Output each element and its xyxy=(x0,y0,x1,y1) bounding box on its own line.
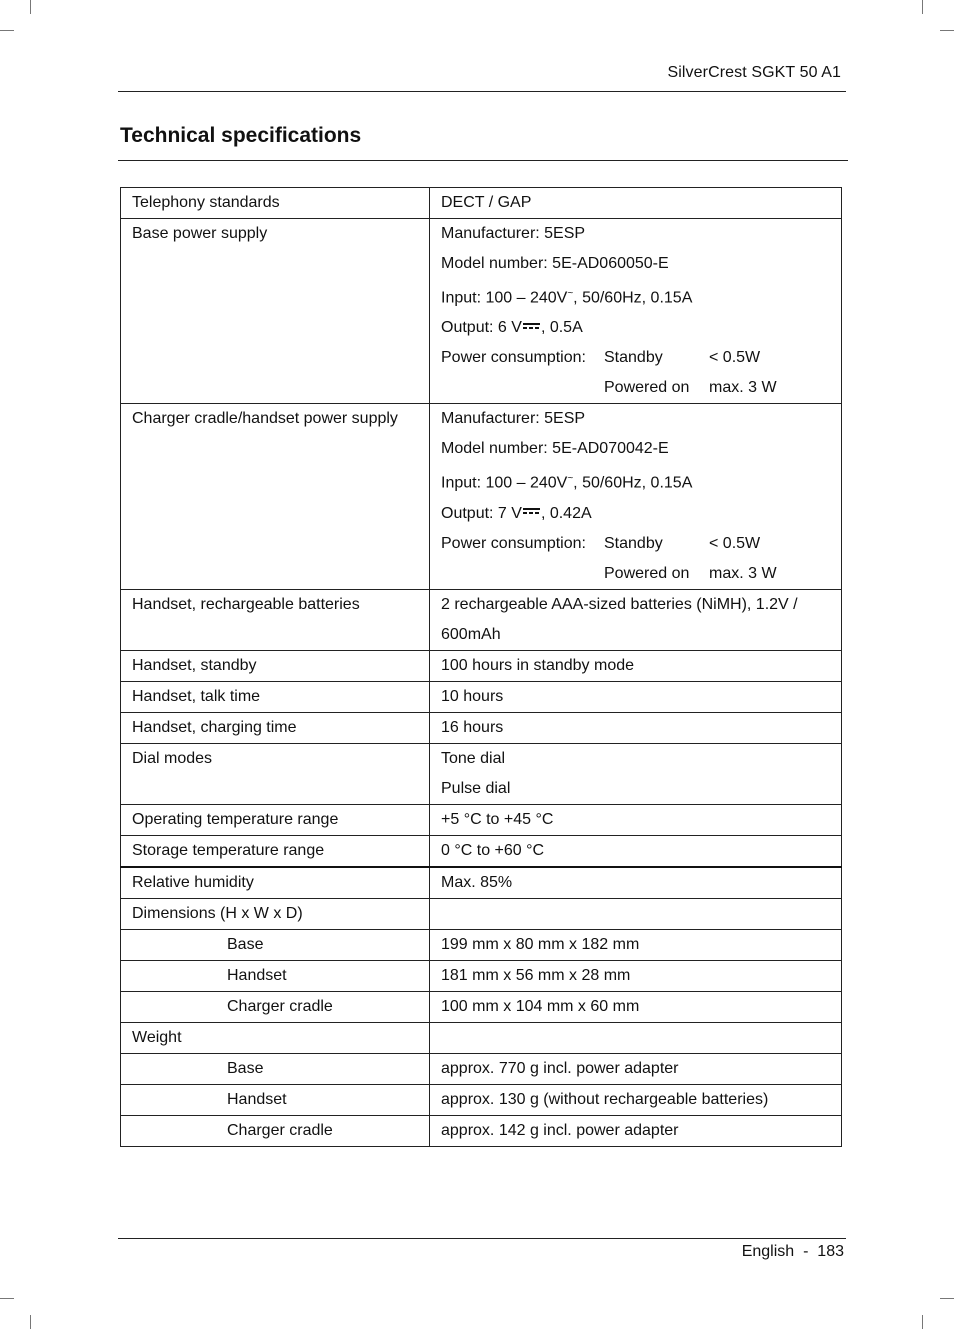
table-row xyxy=(121,867,842,899)
row-value: approx. 142 g incl. power adapter xyxy=(430,1115,842,1146)
page-footer xyxy=(742,1243,844,1261)
row-label: Weight xyxy=(121,1022,430,1053)
row-label: Dial modes xyxy=(121,743,430,804)
row-label: Charger cradle xyxy=(121,991,430,1022)
row-value: 2 rechargeable AAA-sized batteries (NiMH), 1.2V / 600mAh xyxy=(430,589,842,650)
ac-symbol-icon: ~ xyxy=(567,288,574,299)
crop-mark xyxy=(0,30,14,31)
row-label: Base xyxy=(121,1053,430,1084)
row-label: Operating temperature range xyxy=(121,804,430,835)
crop-mark xyxy=(940,1298,954,1299)
row-value xyxy=(430,743,842,804)
table-row xyxy=(121,743,842,804)
row-value: 0 °C to +60 °C xyxy=(430,835,842,867)
header-model: SilverCrest SGKT 50 A1 xyxy=(667,64,841,81)
dc-symbol-icon xyxy=(523,323,540,329)
row-label: Charger cradle/handset power supply xyxy=(121,404,430,589)
row-value xyxy=(430,1022,842,1053)
power-consumption-on: Powered on max. 3 W xyxy=(604,564,777,582)
title-rule xyxy=(118,160,848,161)
table-row xyxy=(121,835,842,867)
row-value: 100 mm x 104 mm x 60 mm xyxy=(430,991,842,1022)
footer-language: English xyxy=(741,1243,795,1260)
table-row xyxy=(121,804,842,835)
output-spec: Output: 7 V , 0.42A xyxy=(441,504,592,522)
row-label: Base xyxy=(121,929,430,960)
table-row xyxy=(121,1115,842,1146)
row-label: Telephony standards xyxy=(121,188,430,219)
footer-rule xyxy=(118,1238,846,1239)
row-label: Relative humidity xyxy=(121,867,430,899)
row-value: 181 mm x 56 mm x 28 mm xyxy=(430,960,842,991)
input-spec: Input: 100 – 240V~, 50/60Hz, 0.15A xyxy=(441,288,693,307)
row-label: Handset, talk time xyxy=(121,681,430,712)
value-line: DECT / GAP xyxy=(441,194,532,211)
model-number: Model number: 5E-AD060050-E xyxy=(441,255,669,272)
table-row xyxy=(121,404,842,589)
dc-symbol-icon xyxy=(523,508,540,514)
table-row xyxy=(121,1022,842,1053)
crop-mark xyxy=(922,1315,923,1329)
spec-table xyxy=(120,187,842,1147)
output-spec: Output: 6 V , 0.5A xyxy=(441,319,583,337)
table-row xyxy=(121,681,842,712)
row-value: +5 °C to +45 °C xyxy=(430,804,842,835)
row-label: Handset, standby xyxy=(121,650,430,681)
footer-separator: - xyxy=(803,1243,809,1260)
page-number: 183 xyxy=(817,1243,844,1260)
table-row xyxy=(121,1084,842,1115)
table-row xyxy=(121,929,842,960)
row-value: 100 hours in standby mode xyxy=(430,650,842,681)
row-value: 199 mm x 80 mm x 182 mm xyxy=(430,929,842,960)
row-label: Handset xyxy=(121,960,430,991)
row-label: Handset, charging time xyxy=(121,712,430,743)
row-label: Handset, rechargeable batteries xyxy=(121,589,430,650)
row-label: Dimensions (H x W x D) xyxy=(121,898,430,929)
crop-mark xyxy=(922,0,923,14)
crop-mark xyxy=(30,1315,31,1329)
table-row xyxy=(121,991,842,1022)
row-value: approx. 770 g incl. power adapter xyxy=(430,1053,842,1084)
row-value xyxy=(430,898,842,929)
ac-symbol-icon: ~ xyxy=(567,473,574,485)
header-rule xyxy=(118,91,846,92)
power-consumption-standby: Power consumption: Standby < 0.5W xyxy=(441,534,761,552)
row-label: Base power supply xyxy=(121,219,430,404)
crop-mark xyxy=(940,30,954,31)
table-row xyxy=(121,589,842,650)
value-line: Pulse dial xyxy=(441,779,511,797)
row-value xyxy=(430,188,842,219)
table-row xyxy=(121,960,842,991)
row-value: 10 hours xyxy=(430,681,842,712)
row-value: approx. 130 g (without rechargeable batteries) xyxy=(430,1084,842,1115)
page-title: Technical specifications xyxy=(120,124,362,147)
crop-mark xyxy=(30,0,31,14)
table-row xyxy=(121,898,842,929)
table-row xyxy=(121,188,842,219)
row-label: Handset xyxy=(121,1084,430,1115)
table-row xyxy=(121,1053,842,1084)
manufacturer: Manufacturer: 5ESP xyxy=(441,410,586,428)
row-value: 16 hours xyxy=(430,712,842,743)
crop-mark xyxy=(0,1298,14,1299)
manufacturer: Manufacturer: 5ESP xyxy=(441,225,586,242)
power-consumption-standby: Power consumption: Standby < 0.5W xyxy=(441,349,761,367)
table-row xyxy=(121,712,842,743)
row-value xyxy=(430,219,842,404)
power-consumption-on: Powered on max. 3 W xyxy=(604,379,777,397)
row-label: Storage temperature range xyxy=(121,835,430,867)
value-line: Tone dial xyxy=(441,749,506,767)
row-value: Max. 85% xyxy=(430,867,842,899)
input-spec: Input: 100 – 240V~, 50/60Hz, 0.15A xyxy=(441,473,693,492)
row-value xyxy=(430,404,842,589)
row-label: Charger cradle xyxy=(121,1115,430,1146)
table-row xyxy=(121,650,842,681)
table-row xyxy=(121,219,842,404)
model-number: Model number: 5E-AD070042-E xyxy=(441,440,669,458)
